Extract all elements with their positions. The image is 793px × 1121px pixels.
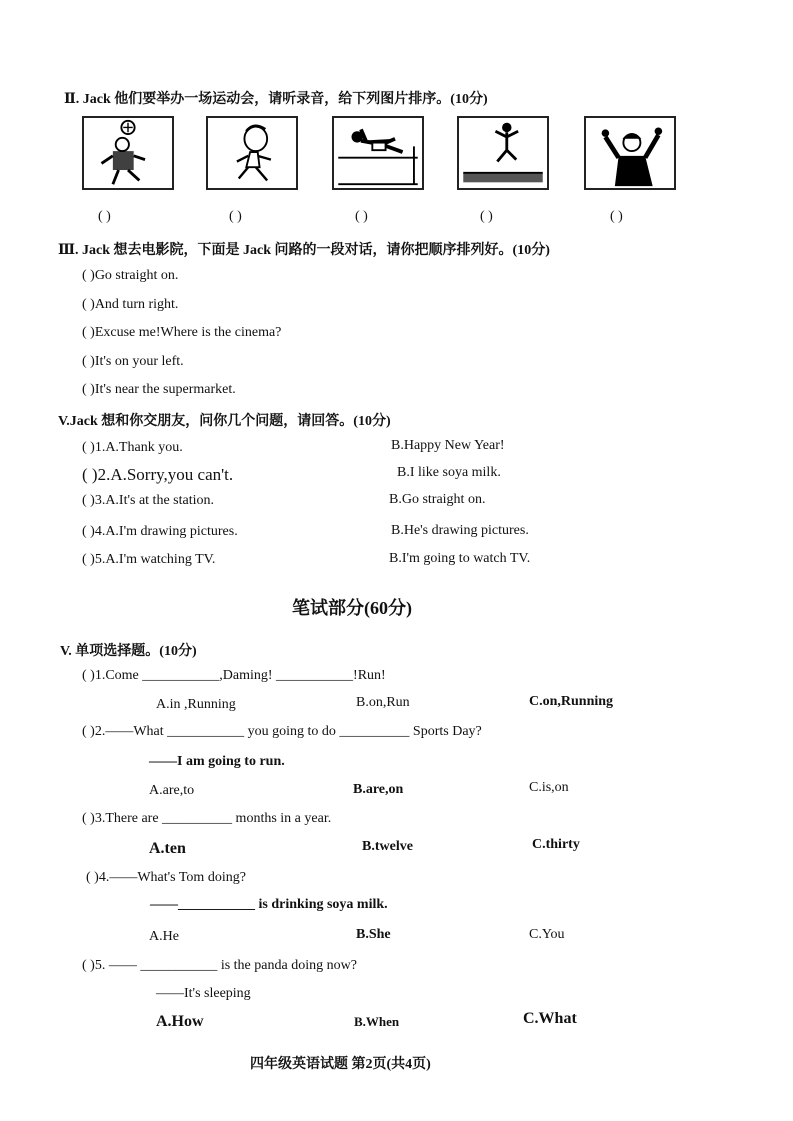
page-footer: 四年级英语试题 第2页(共4页) [250, 1057, 431, 1072]
section-5-heading: V. 单项选择题。(10分) [60, 644, 197, 659]
section-3-heading: Ⅲ. Jack 想去电影院，下面是 Jack 问路的一段对话，请你把顺序排列好。(10分) [58, 243, 550, 258]
written-part-title: 笔试部分(60分) [292, 598, 412, 618]
picture-football [82, 116, 174, 190]
dialogue-line: ( )It's near the supermarket. [82, 382, 236, 397]
question-option-b: B.Go straight on. [389, 492, 486, 507]
question-option-a: ( )3.A.It's at the station. [82, 493, 214, 508]
question-2-answer-line: ——I am going to run. [149, 754, 285, 769]
dialogue-line: ( )And turn right. [82, 297, 179, 312]
question-4-stem: ( )4.——What's Tom doing? [86, 870, 246, 885]
question-2-option-b: B.are,on [353, 782, 404, 797]
picture-cheering [584, 116, 676, 190]
question-5-stem: ( )5. —— ___________ is the panda doing now? [82, 958, 357, 973]
question-option-b: B.I'm going to watch TV. [389, 551, 531, 566]
question-2-stem: ( )2.——What ___________ you going to do __________ Sports Day? [82, 724, 482, 739]
question-5-option-c: C.What [523, 1010, 577, 1027]
question-option-a: ( )1.A.Thank you. [82, 440, 183, 455]
section-2-heading: Ⅱ. Jack 他们要举办一场运动会，请听录音，给下列图片排序。(10分) [64, 92, 488, 107]
answer-blank-3[interactable]: ( ) [355, 209, 368, 224]
running-boy-icon [208, 118, 296, 188]
question-1-option-b: B.on,Run [356, 695, 410, 710]
section-4-heading: V.Jack 想和你交朋友，问你几个问题，请回答。(10分) [58, 414, 391, 429]
question-option-b: B.Happy New Year! [391, 438, 505, 453]
long-jump-icon [459, 118, 547, 188]
question-option-b: B.He's drawing pictures. [391, 523, 529, 538]
picture-long-jump [457, 116, 549, 190]
question-1-option-a: A.in ,Running [156, 697, 236, 712]
question-option-a: ( )4.A.I'm drawing pictures. [82, 524, 238, 539]
cheering-man-icon [586, 118, 674, 188]
question-1-stem: ( )1.Come ___________,Daming! ___________!Run! [82, 668, 386, 683]
answer-blank-2[interactable]: ( ) [229, 209, 242, 224]
answer-blank-1[interactable]: ( ) [98, 209, 111, 224]
question-2-option-c: C.is,on [529, 780, 569, 795]
dialogue-line: ( )Go straight on. [82, 268, 179, 283]
question-option-a: ( )2.A.Sorry,you can't. [82, 465, 234, 484]
high-jump-icon [334, 118, 422, 188]
question-option-a: ( )5.A.I'm watching TV. [82, 552, 216, 567]
question-3-stem: ( )3.There are __________ months in a year. [82, 811, 332, 826]
question-4-answer-line: ——___________ is drinking soya milk. [150, 897, 388, 912]
question-3-option-b: B.twelve [362, 839, 413, 854]
dialogue-line: ( )Excuse me!Where is the cinema? [82, 325, 282, 340]
answer-blank-5[interactable]: ( ) [610, 209, 623, 224]
question-5-option-b: B.When [354, 1014, 400, 1029]
picture-running [206, 116, 298, 190]
answer-blank-4[interactable]: ( ) [480, 209, 493, 224]
question-3-option-a: A.ten [149, 840, 186, 857]
question-3-option-c: C.thirty [532, 837, 580, 852]
question-4-option-b: B.She [356, 927, 391, 942]
dialogue-line: ( )It's on your left. [82, 354, 184, 369]
picture-high-jump [332, 116, 424, 190]
question-1-option-c: C.on,Running [529, 694, 614, 709]
question-5-answer-line: ——It's sleeping [156, 986, 251, 1001]
football-boy-icon [84, 118, 172, 188]
question-4-option-c: C.You [529, 927, 565, 942]
question-option-b: B.I like soya milk. [397, 465, 501, 480]
question-4-option-a: A.He [149, 929, 179, 944]
question-5-option-a: A.How [156, 1013, 204, 1030]
question-2-option-a: A.are,to [149, 783, 195, 798]
